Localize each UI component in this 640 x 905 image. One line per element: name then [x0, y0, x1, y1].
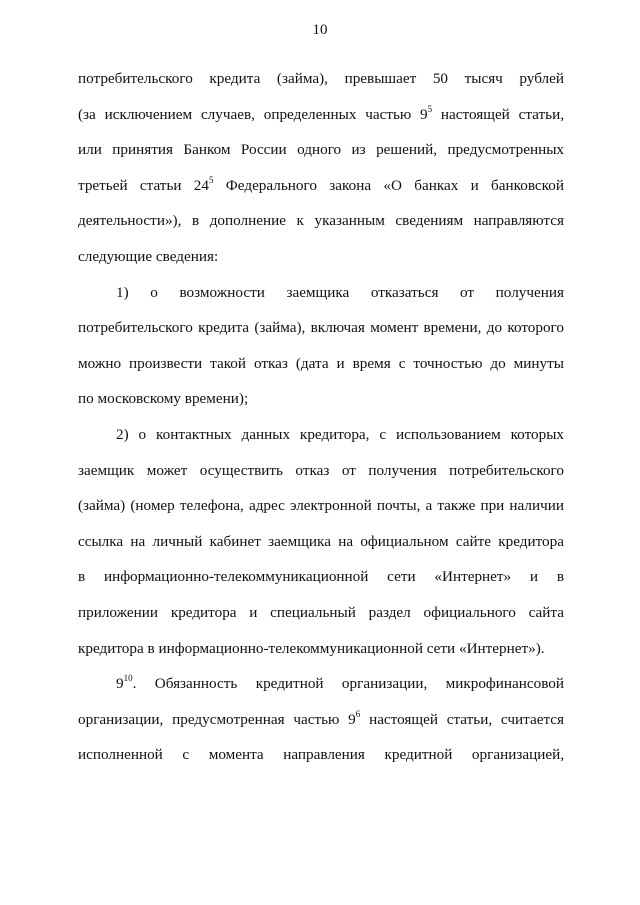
line-text: 1) о возможности заемщика отказаться от получения [116, 283, 564, 301]
line-text: ссылка на личный кабинет заемщика на официальном сайте кредитора [78, 532, 564, 550]
line-text: следующие сведения: [78, 247, 219, 265]
text-line [78, 203, 564, 239]
text-line [78, 61, 564, 97]
text-line [78, 631, 564, 667]
text-line [78, 381, 564, 417]
line-text-after-superscript: . Обязанность кредитной организации, микрофинансовой [132, 675, 564, 693]
superscript-index: 5 [427, 103, 433, 114]
document-body [78, 61, 564, 773]
line-text-before-superscript: третьей статьи 24 [78, 176, 209, 194]
line-text: потребительского кредита (займа), превышает 50 тысяч рублей [78, 70, 564, 87]
text-line [78, 168, 564, 204]
superscript-index: 10 [123, 673, 133, 684]
line-text-before-superscript: организации, предусмотренная частью 9 [78, 710, 356, 728]
line-text-after-superscript: Федерального закона «О банках и банковской [213, 176, 564, 194]
text-line [78, 417, 564, 453]
line-text: кредитора в информационно-телекоммуникационной сети «Интернет»). [78, 639, 545, 657]
line-text: потребительского кредита (займа), включая момент времени, до которого [78, 319, 564, 337]
text-line [78, 275, 564, 311]
text-line [78, 559, 564, 595]
text-line [78, 702, 564, 738]
text-line [78, 666, 564, 702]
superscript-index: 6 [355, 708, 361, 719]
line-text: можно произвести такой отказ (дата и время с точностью до минуты [78, 354, 564, 372]
page-number: 10 [312, 22, 328, 38]
line-text: исполненной с момента направления кредитной организацией, [78, 746, 564, 764]
line-text: в информационно-телекоммуникационной сети «Интернет» и в [78, 568, 564, 586]
line-text-before-superscript: 9 [116, 675, 124, 693]
line-text: заемщик может осуществить отказ от получения потребительского [78, 461, 564, 479]
line-text: 2) о контактных данных кредитора, с использованием которых [116, 425, 564, 443]
text-line [78, 132, 564, 168]
text-line [78, 595, 564, 631]
line-text-after-superscript: настоящей статьи, [432, 105, 564, 123]
line-text: (займа) (номер телефона, адрес электронной почты, а также при наличии [78, 497, 564, 515]
text-line [78, 737, 564, 773]
text-line [78, 239, 564, 275]
line-text-after-superscript: настоящей статьи, считается [360, 710, 564, 728]
text-line [78, 524, 564, 560]
line-text: деятельности»), в дополнение к указанным сведениям направляются [78, 212, 564, 230]
line-text: приложении кредитора и специальный раздел официального сайта [78, 603, 564, 621]
text-line [78, 97, 564, 133]
text-line [78, 310, 564, 346]
line-text-before-superscript: (за исключением случаев, определенных частью 9 [78, 105, 428, 123]
line-text: или принятия Банком России одного из решений, предусмотренных [78, 141, 564, 159]
superscript-index: 5 [209, 174, 214, 185]
text-line [78, 346, 564, 382]
text-line [78, 488, 564, 524]
text-line [78, 453, 564, 489]
line-text: по московскому времени); [78, 390, 249, 408]
